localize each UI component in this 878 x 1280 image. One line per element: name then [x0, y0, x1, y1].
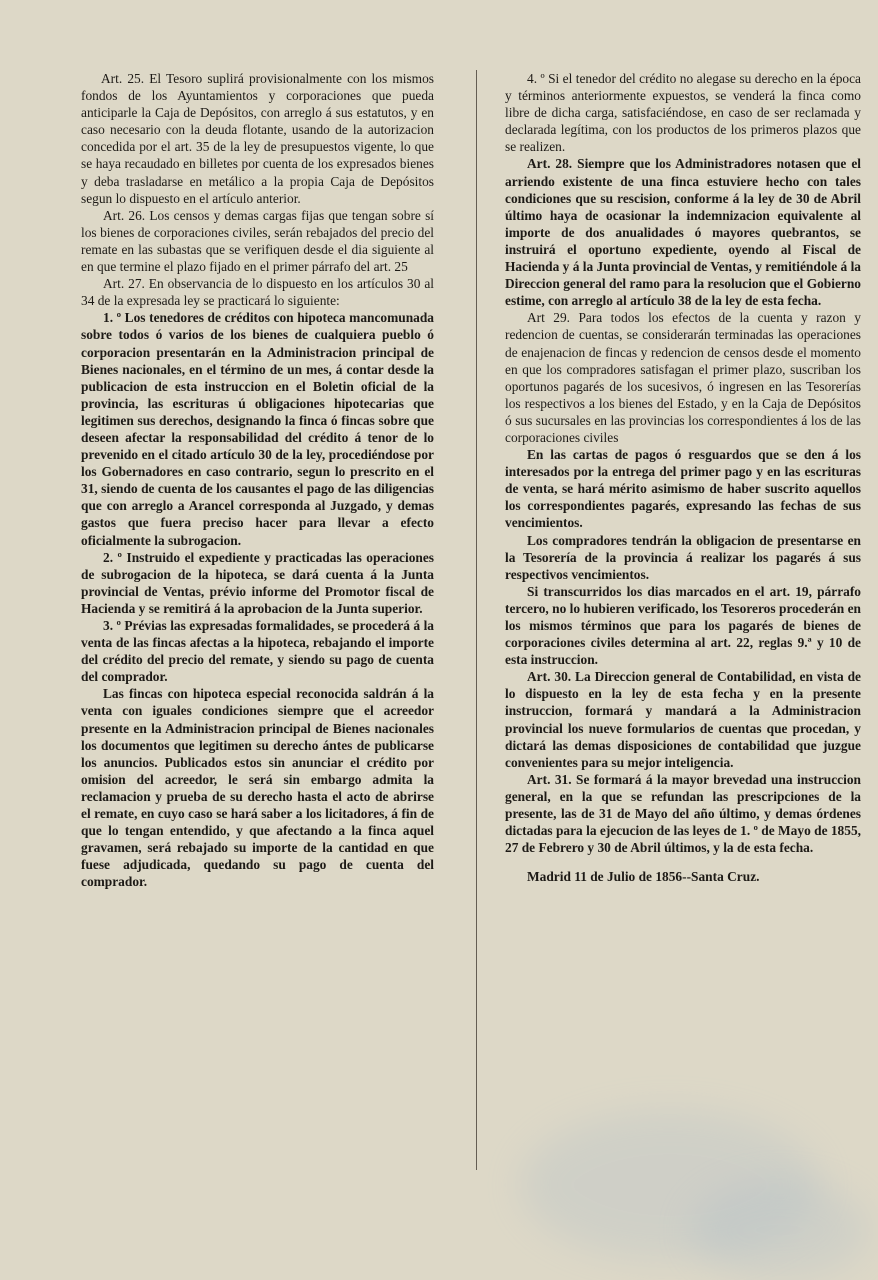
column-divider: [476, 70, 477, 1170]
article-30: Art. 30. La Direccion general de Contabilidad, en vista de lo dispuesto en la ley de esta fecha y en la presente instruccion, formará y mandará a la Administracion provincial los nueve formularios de cuentas que procedan, y dictará las demas disposiciones de contabilidad que juzgue convenientes para su mejor inteligencia.: [505, 669, 861, 770]
article-26: Art. 26. Los censos y demas cargas fijas que tengan sobre sí los bienes de corporaciones civiles, serán rebajados del precio del remate en las subastas que se verifiquen desde el dia siguiente al en que termine el plazo fijado en el primer párrafo del art. 25: [81, 207, 434, 275]
article-27: Art. 27. En observancia de lo dispuesto en los artículos 30 al 34 de la expresada ley se practicará lo siguiente:: [81, 276, 434, 309]
rule-1: 1. º Los tenedores de créditos con hipoteca mancomunada sobre todos ó varios de los bienes de cualquiera pueblo ó corporacion presentarán en la Administracion principal de Bienes nacionales, en el término de un mes, á contar desde la publicacion de esta instruccion en el Boletin oficial de la provincia, las escrituras ú obligaciones hipotecarias que legitimen sus derechos, designando la finca ó fincas sobre que deseen afectar la responsabilidad del crédito á tenor de lo prevenido en el citado artículo 30 de la ley, procediéndose por los Gobernadores en caso contrario, segun lo prescrito en el 31, siendo de cuenta de los causantes el pago de las diligencias que con arreglo a Arancel corresponda al Juzgado, y demas gastos que fuera preciso hacer para llevar a efecto oficialmente la subrogacion.: [81, 310, 434, 548]
left-column: [81, 70, 434, 891]
right-column: [505, 70, 861, 885]
article-25: Art. 25. El Tesoro suplirá provisionalmente con los mismos fondos de los Ayuntamientos y corporaciones que pueda anticiparle la Caja de Depósitos, con arreglo á sus estatutos, y en caso necesario con la deuda flotante, usando de la autorizacion concedida por el art. 35 de la ley de presupuestos vigente, lo que se haya recaudado en billetes por cuenta de los expresados bienes y deba trasladarse en metálico a la propia Caja de Depósitos segun lo dispuesto en el artículo anterior.: [81, 71, 434, 206]
rule-2: 2. º Instruido el expediente y practicadas las operaciones de subrogacion de la hipoteca, se dará cuenta á la Junta provincial de Ventas, prévio informe del Promotor fiscal de Hacienda y se remitirá á la aprobacion de la Junta superior.: [81, 549, 434, 616]
payment-receipts-paragraph: En las cartas de pagos ó resguardos que se den á los interesados por la entrega del primer pago y en las escrituras de venta, se hará mérito asimismo de haber suscrito aquellos los correspondientes pagarés, expresando las fechas de sus vencimientos.: [505, 447, 861, 531]
rule-4: 4. º Si el tenedor del crédito no alegase su derecho en la época y términos anteriormente expuestos, se venderá la finca como libre de dicha carga, satisfaciéndose, en caso de ser reclamada y declarada legítima, con los productos de los primeros plazos que se realizen.: [505, 71, 861, 155]
water-stain: [690, 1180, 870, 1280]
signature-line: Madrid 11 de Julio de 1856--Santa Cruz.: [527, 869, 760, 885]
deadline-paragraph: Si transcurridos los dias marcados en el art. 19, párrafo tercero, no lo hubieren verificado, los Tesoreros procederán en los mismos términos que para los pagarés de bienes de corporaciones civiles determina al art. 22, reglas 9.ª y 10 de esta instruccion.: [505, 583, 861, 668]
article-29: Art 29. Para todos los efectos de la cuenta y razon y redencion de cuentas, se considerarán terminadas las operaciones de enajenacion de fincas y redencion de censos desde el momento en que los compradores satisfagan el primer plazo, suscriban los oportunos pagarés de los sucesivos, ó ingresen en las Tesorerías los respectivos a los bienes del Estado, y en la Caja de Depósitos ó sus sucursales en las provincias los correspondientes á los de las corporaciones civiles: [505, 310, 861, 445]
article-28: Art. 28. Siempre que los Administradores notasen que el arriendo existente de una finca estuviere hecho con tales condiciones que su rescision, conforme á la ley de 30 de Abril último haya de ocasionar la indemnizacion equivalente al importe de dos anualidades ó mayores quebrantos, se instruirá el oportuno expediente, oyendo al Fiscal de Hacienda y á la Junta provincial de Ventas, y remitiéndole á la Direccion general del ramo para la resolucion que el Gobierno estime, con arreglo al artículo 38 de la ley de esta fecha.: [505, 156, 861, 309]
buyers-obligation-paragraph: Los compradores tendrán la obligacion de presentarse en la Tesorería de la provincia á realizar los pagarés á sus respectivos vencimientos.: [505, 532, 861, 582]
rule-3: 3. º Prévias las expresadas formalidades, se procederá á la venta de las fincas afectas a la hipoteca, rebajando el importe del crédito del precio del remate, y siendo su pago de cuenta del comprador.: [81, 618, 434, 685]
article-31: Art. 31. Se formará á la mayor brevedad una instruccion general, en la que se refundan las prescripciones de la presente, las de 31 de Mayo del año último, y demas órdenes dictadas para la ejecucion de las leyes de 1. º de Mayo de 1855, 27 de Febrero y 30 de Abril últimos, y la de esta fecha.: [505, 771, 861, 856]
mortgage-paragraph: Las fincas con hipoteca especial reconocida saldrán á la venta con iguales condiciones siempre que el acreedor presente en la Administracion principal de Bienes nacionales los documentos que legitimen su derecho ántes de publicarse los anuncios. Publicados estos sin anunciar el crédito por omision del acreedor, le será sin embargo admita la reclamacion y prueba de su derecho hasta el acto de abrirse el remate, en cuyo caso se hará saber a los licitadores, á fin de que lo tengan entendido, y que afectando a la finca aquel gravamen, será rebajado su importe de la cantidad en que fuese adjudicada, quedando su pago de cuenta del comprador.: [81, 686, 434, 890]
